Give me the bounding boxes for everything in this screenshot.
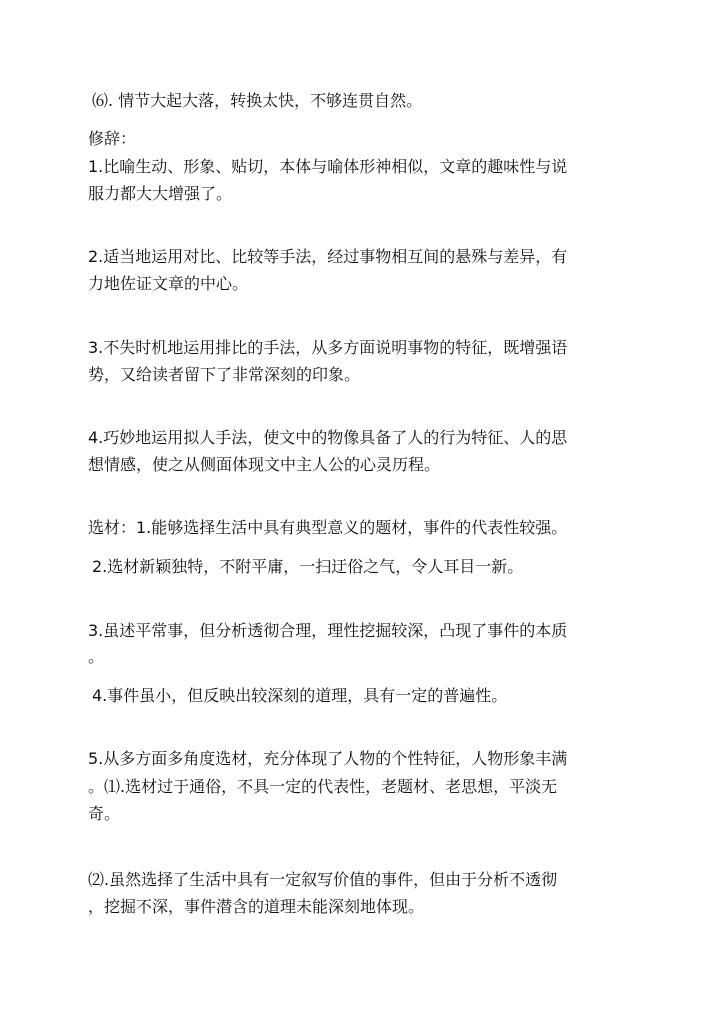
text-line: 势，又给读者留下了非常深刻的印象。 <box>88 365 361 384</box>
heading-material-selection: 选材：1.能够选择生活中具有典型意义的题材，事件的代表性较强。 <box>88 518 568 537</box>
text-line: 2.适当地运用对比、比较等手法，经过事物相互间的悬殊与差异，有 <box>88 247 568 266</box>
text-line: 3.虽述平常事，但分析透彻合理，理性挖掘较深，凸现了事件的本质 <box>88 621 568 640</box>
text-line-plot-issue-6: ⑹. 情节大起大落，转换太快，不够连贯自然。 <box>92 91 423 110</box>
text-line: 服力都大大增强了。 <box>88 184 233 203</box>
text-line: ，挖掘不深，事件潜含的道理未能深刻地体现。 <box>88 897 425 916</box>
text-line: 3.不失时机地运用排比的手法，从多方面说明事物的特征，既增强语 <box>88 338 568 357</box>
heading-rhetoric: 修辞： <box>88 129 137 148</box>
text-line: 4.事件虽小，但反映出较深刻的道理，具有一定的普遍性。 <box>92 686 508 705</box>
text-line: 5.从多方面多角度选材，充分体现了人物的个性特征，人物形象丰满 <box>88 749 568 768</box>
text-line: 4.巧妙地运用拟人手法，使文中的物像具备了人的行为特征、人的思 <box>88 428 568 447</box>
text-line: ⑵.虽然选择了生活中具有一定叙写价值的事件，但由于分析不透彻 <box>88 870 558 889</box>
text-line: 。 <box>88 647 105 666</box>
text-line: 1.比喻生动、形象、贴切，本体与喻体形神相似，文章的趣味性与说 <box>88 157 568 176</box>
text-line: 。⑴.选材过于通俗，不具一定的代表性，老题材、老思想，平淡无 <box>88 777 558 796</box>
text-line: 2.选材新颖独特，不附平庸，一扫迂俗之气，令人耳目一新。 <box>92 557 524 576</box>
text-line: 力地佐证文章的中心。 <box>88 274 249 293</box>
text-line: 奇。 <box>88 804 121 823</box>
text-line: 想情感，使之从侧面体现文中主人公的心灵历程。 <box>88 455 441 474</box>
